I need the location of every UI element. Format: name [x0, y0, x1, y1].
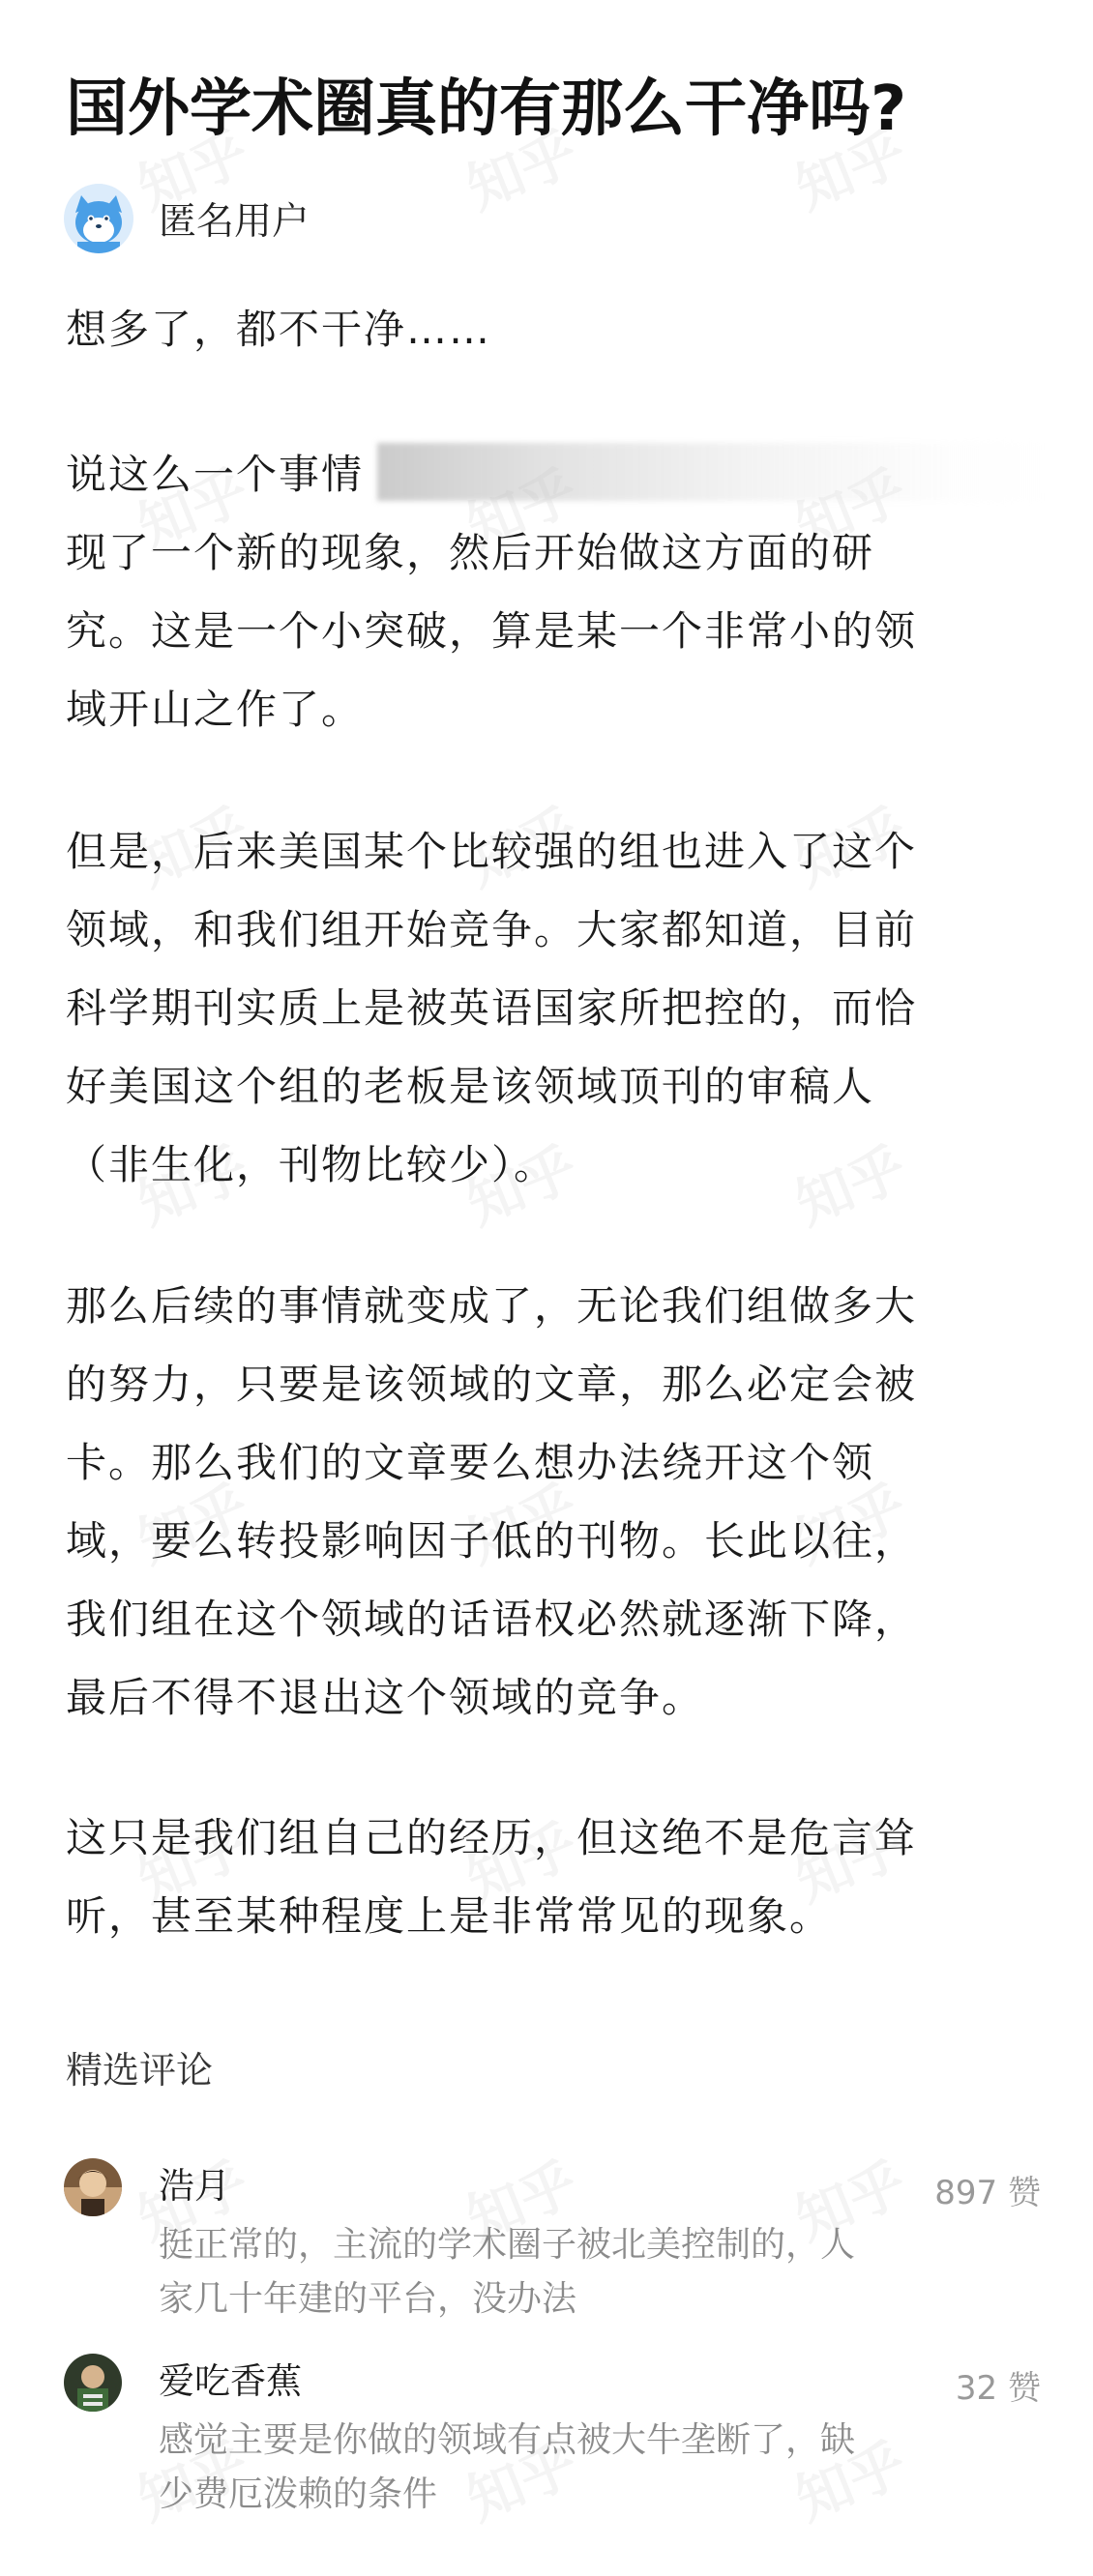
- answer-paragraph-4: [66, 1267, 1023, 1737]
- question-title[interactable]: 国外学术圈真的有那么干净吗?: [66, 73, 907, 145]
- anonymous-avatar-icon[interactable]: [64, 184, 133, 253]
- answer-paragraph-5: [66, 1799, 1023, 1955]
- commenter-avatar[interactable]: [64, 2158, 122, 2216]
- answer-line: 最后不得不退出这个领域的竞争。: [66, 1674, 705, 1721]
- answer-line: 想多了，都不干净……: [66, 306, 492, 353]
- comment-likes[interactable]: 32 赞: [955, 2369, 1041, 2408]
- answer-line: 那么后续的事情就变成了，无论我们组做多大: [66, 1282, 918, 1330]
- comment-line: 家几十年建的平台，没办法: [159, 2279, 577, 2319]
- answer-line: 但是，后来美国某个比较强的组也进入了这个: [66, 828, 918, 875]
- commenter-avatar[interactable]: [64, 2354, 122, 2412]
- answer-line: 好美国这个组的老板是该领域顶刊的审稿人: [66, 1063, 875, 1110]
- comment-text: [159, 2218, 981, 2327]
- comment-item[interactable]: [64, 2158, 1041, 2323]
- answer-line: 听，甚至某种程度上是非常常见的现象。: [66, 1892, 833, 1940]
- answer-line: 我们组在这个领域的话语权必然就逐渐下降，: [66, 1595, 918, 1643]
- commenter-name[interactable]: 浩月: [159, 2165, 230, 2207]
- comment-item[interactable]: [64, 2354, 1041, 2518]
- answer-line: 科学期刊实质上是被英语国家所把控的，而恰: [66, 984, 918, 1032]
- comment-line: 感觉主要是你做的领域有点被大牛垄断了，缺: [159, 2420, 856, 2460]
- answer-paragraph-3: [66, 812, 1023, 1204]
- answer-line: 域开山之作了。: [66, 686, 365, 733]
- comment-line: 挺正常的，主流的学术圈子被北美控制的，人: [159, 2225, 856, 2265]
- answer-line: 这只是我们组自己的经历，但这绝不是危言耸: [66, 1814, 918, 1861]
- featured-comments-title: 精选评论: [66, 2049, 214, 2092]
- answer-line: 的努力，只要是该领域的文章，那么必定会被: [66, 1361, 918, 1408]
- answer-line: 现了一个新的现象，然后开始做这方面的研: [66, 529, 875, 576]
- answer-line: 卡。那么我们的文章要么想办法绕开这个领: [66, 1439, 875, 1486]
- comment-likes[interactable]: 897 赞: [934, 2174, 1041, 2212]
- author-row[interactable]: [64, 184, 310, 253]
- author-name[interactable]: 匿名用户: [159, 200, 310, 244]
- commenter-name[interactable]: 爱吃香蕉: [159, 2360, 302, 2402]
- answer-line: 究。这是一个小突破，算是某一个非常小的领: [66, 607, 918, 655]
- comment-line: 少费厄泼赖的条件: [159, 2474, 438, 2514]
- answer-line: 说这么一个事情: [66, 451, 365, 498]
- obscured-text-overlay: [377, 443, 1045, 501]
- answer-line: 域，要么转投影响因子低的刊物。长此以往，: [66, 1517, 918, 1565]
- answer-paragraph-1: [66, 290, 1023, 368]
- answer-line: 领域，和我们组开始竞争。大家都知道，目前: [66, 906, 918, 953]
- answer-line: （非生化，刊物比较少）。: [66, 1141, 557, 1188]
- comment-text: [159, 2414, 981, 2522]
